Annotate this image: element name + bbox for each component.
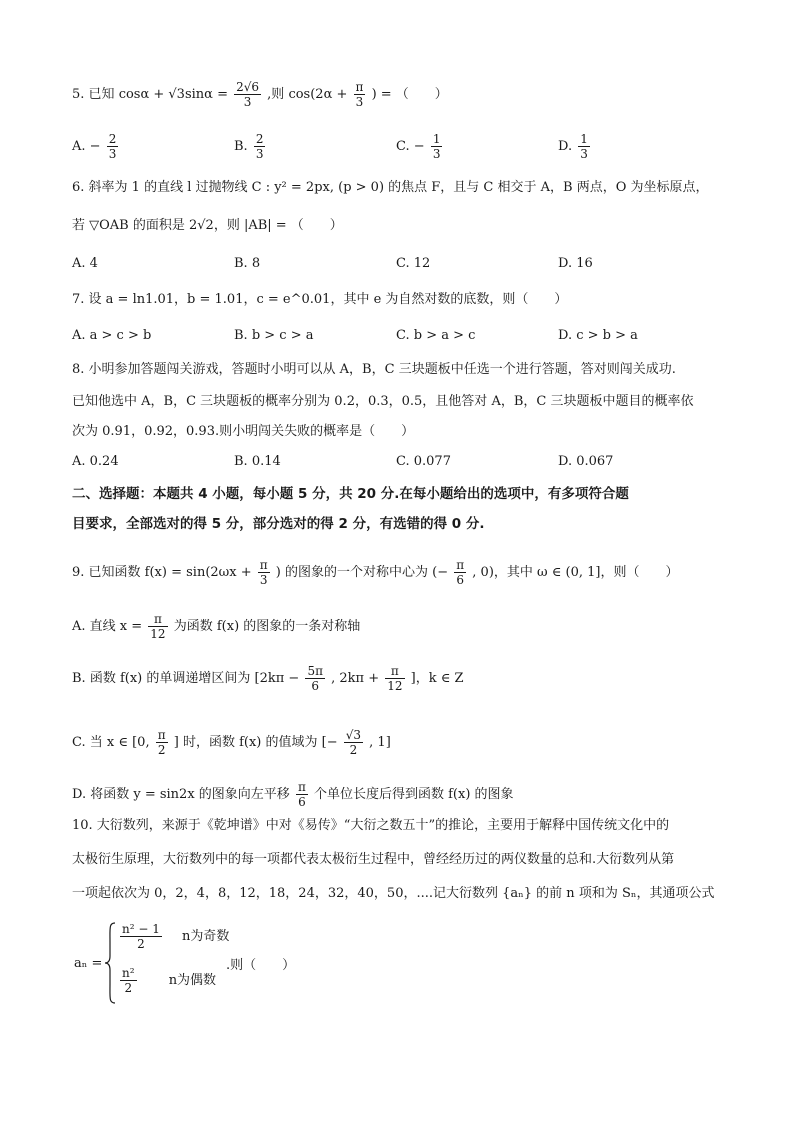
q9-stem-a: 9. 已知函数 f(x) = sin(2ωx + [72, 565, 252, 580]
q9-option-c-num-2: √3 [345, 728, 362, 742]
q10-line-3: 一项起依次为 0，2，4，8，12，18，24，32，40，50，....记大衍数列 {aₙ} 的前 n 项和为 Sₙ，其通项公式 [72, 886, 715, 901]
q6-option-d: D. 16 [558, 256, 593, 271]
q9-option-d-a: D. 将函数 y = sin2x 的图象向左平移 [72, 787, 290, 802]
q7-option-d: D. c > b > a [558, 328, 638, 343]
q9-stem-den-2: 6 [456, 573, 465, 587]
q10-line-1: 10. 大衍数列，来源于《乾坤谱》中对《易传》“大衍之数五十”的推论，主要用于解释中国传统文化中的 [72, 818, 670, 833]
q9-option-d [72, 780, 514, 809]
q10-case-even-fraction [120, 966, 137, 995]
q5-rhs-num: 2√6 [236, 80, 260, 94]
q5-option-b-num: 2 [255, 132, 264, 146]
q9-option-a-a: A. 直线 x = [72, 619, 143, 634]
q5-option-a [72, 132, 120, 161]
q5-option-d-num: 1 [580, 132, 588, 146]
q9-option-b-fraction-2 [385, 664, 404, 693]
q9-stem-c: , 0)，其中 ω ∈ (0, 1]，则（ ） [472, 565, 679, 580]
q9-option-d-num: π [297, 780, 306, 794]
q5-rhs-fraction [234, 80, 261, 109]
q5-option-c-num: 1 [432, 132, 441, 146]
q10-tail: .则（ ） [226, 958, 296, 973]
q9-stem-b: ) 的图象的一个对称中心为 (− [275, 565, 449, 580]
q10-case-even [118, 966, 216, 995]
q9-option-b-num-1: 5π [307, 664, 323, 678]
section-2-heading-line-2: 目要求，全部选对的得 5 分，部分选对的得 2 分，有选错的得 0 分. [72, 516, 485, 532]
q10-case-even-den: 2 [124, 981, 133, 995]
q5-target-den: 3 [355, 95, 364, 109]
q5-option-a-sign: − [89, 139, 101, 154]
q7-option-b: B. b > c > a [234, 328, 314, 343]
q9-stem-num-2: π [456, 558, 465, 572]
q8-line-1: 8. 小明参加答题闯关游戏，答题时小明可以从 A，B，C 三块题板中任选一个进行答题，答对则闯关成功. [72, 362, 676, 377]
q9-option-c-c: , 1] [369, 735, 391, 750]
q9-option-c [72, 728, 391, 757]
q9-option-c-b: ] 时，函数 f(x) 的值域为 [− [173, 735, 338, 750]
section-2-heading-line-1: 二、选择题：本题共 4 小题，每小题 5 分，共 20 分.在每小题给出的选项中，有多项符合题 [72, 486, 629, 502]
q5-option-a-fraction [107, 132, 119, 161]
q8-option-c: C. 0.077 [396, 454, 451, 469]
q6-option-c: C. 12 [396, 256, 431, 271]
q8-option-a: A. 0.24 [72, 454, 119, 469]
q9-stem [72, 558, 678, 587]
q9-option-c-den: 2 [157, 743, 166, 757]
q5-target-prefix: cos(2α + [288, 87, 348, 102]
q5-mid: ,则 [267, 87, 285, 102]
q7-line-1: 7. 设 a = ln1.01，b = 1.01，c = e^0.01，其中 e 为自然对数的底数，则（ ） [72, 292, 568, 307]
q10-case-odd-den: 2 [137, 937, 145, 951]
q9-option-b-c: ]，k ∈ Z [410, 671, 464, 686]
q9-option-a-fraction [148, 612, 167, 641]
q9-option-d-fraction [296, 780, 308, 809]
q5-expr: cosα + √3sinα = [118, 87, 228, 102]
q5-prefix: 5. 已知 [72, 87, 115, 102]
q5-option-c [396, 132, 444, 161]
q5-option-a-num: 2 [108, 132, 117, 146]
q9-option-b [72, 664, 464, 693]
q10-case-odd [118, 922, 229, 951]
q9-option-b-b: , 2kπ + [331, 671, 380, 686]
q5-rhs-den: 3 [243, 95, 252, 109]
q9-option-c-den-2: 2 [349, 743, 358, 757]
q6-line-1: 6. 斜率为 1 的直线 l 过抛物线 C : y² = 2px, (p > 0) 的焦点 F，且与 C 相交于 A，B 两点，O 为坐标原点， [72, 180, 709, 195]
q7-option-c: C. b > a > c [396, 328, 476, 343]
q5-target-suffix: ) = （ ） [371, 87, 448, 102]
q9-option-c-a: C. 当 x ∈ [0, [72, 735, 150, 750]
q5-option-d-fraction [578, 132, 590, 161]
q10-line-2: 太极衍生原理，大衍数列中的每一项都代表太极衍生过程中，曾经经历过的两仪数量的总和.大衍数列从第 [72, 852, 675, 867]
q8-option-b: B. 0.14 [234, 454, 281, 469]
q9-option-b-fraction-1 [305, 664, 325, 693]
q5-option-c-label: C. [396, 139, 410, 154]
q10-an-label: aₙ = [74, 956, 103, 971]
q9-option-a-b: 为函数 f(x) 的图象的一条对称轴 [173, 619, 361, 634]
q9-option-b-a: B. 函数 f(x) 的单调递增区间为 [2kπ − [72, 671, 300, 686]
q9-option-b-den-1: 6 [311, 679, 320, 693]
q5-option-b-label: B. [234, 139, 248, 154]
q5-option-d-label: D. [558, 139, 573, 154]
q8-line-2: 已知他选中 A，B，C 三块题板的概率分别为 0.2，0.3，0.5，且他答对 A，B，C 三块题板中题目的概率依 [72, 394, 694, 409]
q5-target-fraction [354, 80, 366, 109]
q9-stem-fraction-2 [454, 558, 466, 587]
q5-option-c-fraction [431, 132, 443, 161]
q10-cases-brace [104, 922, 116, 1004]
q5-target-num: π [355, 80, 364, 94]
q10-case-odd-num: n² − 1 [122, 922, 160, 936]
q5-option-b [234, 132, 267, 161]
q8-option-d: D. 0.067 [558, 454, 614, 469]
q9-option-b-den-2: 12 [387, 679, 403, 693]
q5-option-d [558, 132, 592, 161]
q5-option-c-sign: − [413, 139, 425, 154]
q9-stem-num-1: π [259, 558, 268, 572]
q9-option-c-num: π [157, 728, 166, 742]
q9-option-d-b: 个单位长度后得到函数 f(x) 的图象 [313, 787, 514, 802]
q5-option-b-den: 3 [255, 147, 264, 161]
question-5-stem [72, 80, 448, 109]
q9-option-d-den: 6 [298, 795, 306, 809]
q5-option-c-den: 3 [432, 147, 441, 161]
q9-option-a-den: 12 [150, 627, 166, 641]
q7-option-a: A. a > c > b [72, 328, 152, 343]
q10-case-even-num: n² [122, 966, 135, 980]
q9-option-a-num: π [148, 612, 167, 627]
q10-case-even-condition: n为偶数 [168, 973, 217, 988]
q5-option-d-den: 3 [580, 147, 588, 161]
q5-option-b-fraction [254, 132, 266, 161]
q9-option-c-fraction-1 [156, 728, 168, 757]
q9-option-c-fraction-2 [344, 728, 363, 757]
q9-option-b-num-2: π [385, 664, 404, 679]
q10-case-odd-fraction [120, 922, 162, 951]
q9-stem-den-1: 3 [259, 573, 268, 587]
q9-stem-fraction-1 [258, 558, 270, 587]
q10-case-odd-condition: n为奇数 [182, 929, 230, 944]
q9-option-a [72, 612, 360, 641]
q6-line-2: 若 ▽OAB 的面积是 2√2，则 |AB| = （ ） [72, 218, 343, 233]
q5-option-a-den: 3 [108, 147, 117, 161]
q6-option-b: B. 8 [234, 256, 261, 271]
q8-line-3: 次为 0.91，0.92，0.93.则小明闯关失败的概率是（ ） [72, 424, 415, 439]
q5-option-a-label: A. [72, 139, 86, 154]
q6-option-a: A. 4 [72, 256, 98, 271]
